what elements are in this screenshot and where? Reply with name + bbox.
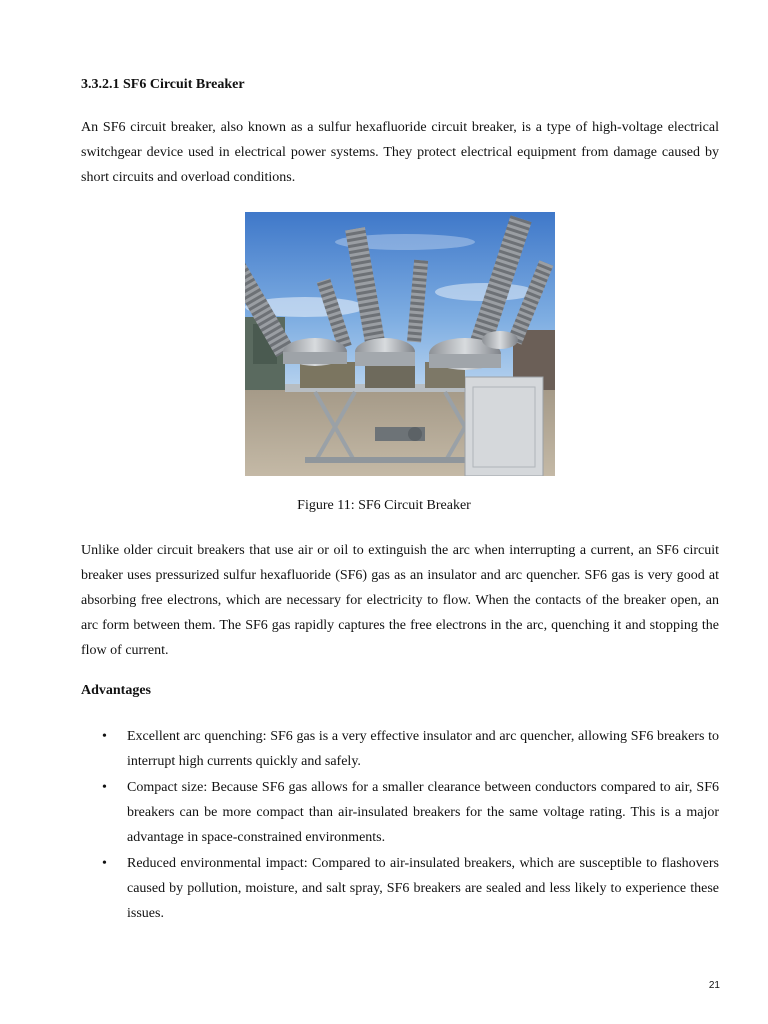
bullet-marker: • bbox=[102, 856, 107, 871]
bullet-marker: • bbox=[102, 729, 107, 744]
list-item-text: Excellent arc quenching: SF6 gas is a very effective insulator and arc quencher, allowing SF6 breakers to interrupt high currents quickly and safely. bbox=[127, 729, 719, 769]
list-item-text: Compact size: Because SF6 gas allows for a smaller clearance between conductors compared to air, SF6 breakers can be more compact than air-insulated breakers for the same voltage rating. This is a major advantage in space-constrained environments. bbox=[127, 780, 719, 845]
advantages-heading: Advantages bbox=[81, 683, 152, 698]
sf6-breaker-photo bbox=[245, 212, 555, 476]
figure-image bbox=[245, 212, 555, 476]
intro-paragraph: An SF6 circuit breaker, also known as a sulfur hexafluoride circuit breaker, is a type of high-voltage electrical switchgear device used in electrical power systems. They protect electrical equipment from damage caused by short circuits and overload conditions. bbox=[81, 120, 719, 185]
body-paragraph: Unlike older circuit breakers that use air or oil to extinguish the arc when interrupting a current, an SF6 circuit breaker uses pressurized sulfur hexafluoride (SF6) gas as an insulator and arc quencher. SF6 gas is very good at absorbing free electrons, which are necessary for electricity to flow. When the contacts of the breaker open, an arc form between them. The SF6 gas rapidly captures the free electrons in the arc, quenching it and stopping the flow of current. bbox=[81, 543, 719, 658]
list-item bbox=[81, 775, 719, 850]
list-item bbox=[81, 724, 719, 774]
section-heading: 3.3.2.1 SF6 Circuit Breaker bbox=[81, 77, 245, 92]
figure-caption: Figure 11: SF6 Circuit Breaker bbox=[297, 498, 471, 513]
list-item bbox=[81, 851, 719, 926]
advantages-list bbox=[81, 724, 719, 927]
page-number: 21 bbox=[708, 980, 720, 991]
bullet-marker: • bbox=[102, 780, 107, 795]
list-item-text: Reduced environmental impact: Compared to air-insulated breakers, which are susceptible to flashovers caused by pollution, moisture, and salt spray, SF6 breakers are sealed and less likely to experience these issues. bbox=[127, 856, 719, 921]
